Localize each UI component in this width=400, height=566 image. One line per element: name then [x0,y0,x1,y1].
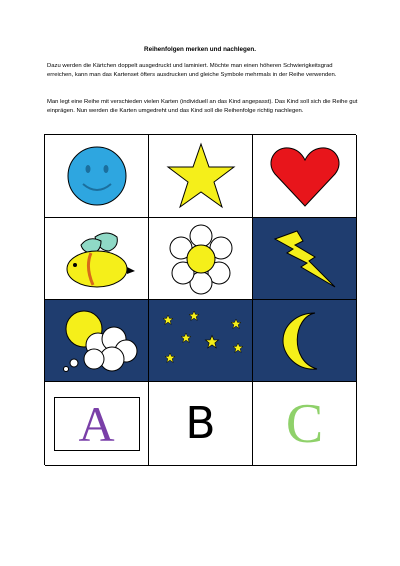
heart-icon [269,144,341,208]
sun-cloud-icon [52,305,142,377]
star-icon [166,142,236,210]
letter-a-frame [54,397,140,451]
card-letter-b [149,382,253,466]
letter-a: A [78,395,115,452]
intro-paragraph: Dazu werden die Kärtchen doppelt ausgedruckt und laminiert. Möchte man einen höheren Schwierigkeitsgrad erreichen, kann man das Kartenset öfters ausdrucken und gleiche Symbole mehrmals in der Reihe verwenden. [47,63,337,78]
page-title: Reihenfolgen merken und nachlegen. [144,46,256,53]
card-grid [44,134,356,465]
bee-icon [55,227,139,291]
flower-icon [165,223,237,295]
card-moon [253,300,357,382]
card-bee [45,218,149,300]
card-heart [253,135,357,218]
lightning-icon [269,227,341,291]
card-smiley [45,135,149,218]
card-letter-c [253,382,357,466]
letter-b: B [185,397,216,449]
letter-c: C [285,392,324,455]
stars-icon [156,308,246,374]
card-letter-a [45,382,149,466]
card-star [149,135,253,218]
moon-icon [275,309,335,373]
smiley-icon [65,144,129,208]
card-stars [149,300,253,382]
card-flower [149,218,253,300]
card-lightning [253,218,357,300]
card-sun-cloud [45,300,149,382]
instructions-paragraph: Man legt eine Reihe mit verschieden vielen Karten (individuell an das Kind angepasst). Das Kind soll sich die Reihe gut einprägen. Nun werden die Karten umgedreht und das Kind soll die Reihenfolge richtig nachlegen. [47,99,358,114]
